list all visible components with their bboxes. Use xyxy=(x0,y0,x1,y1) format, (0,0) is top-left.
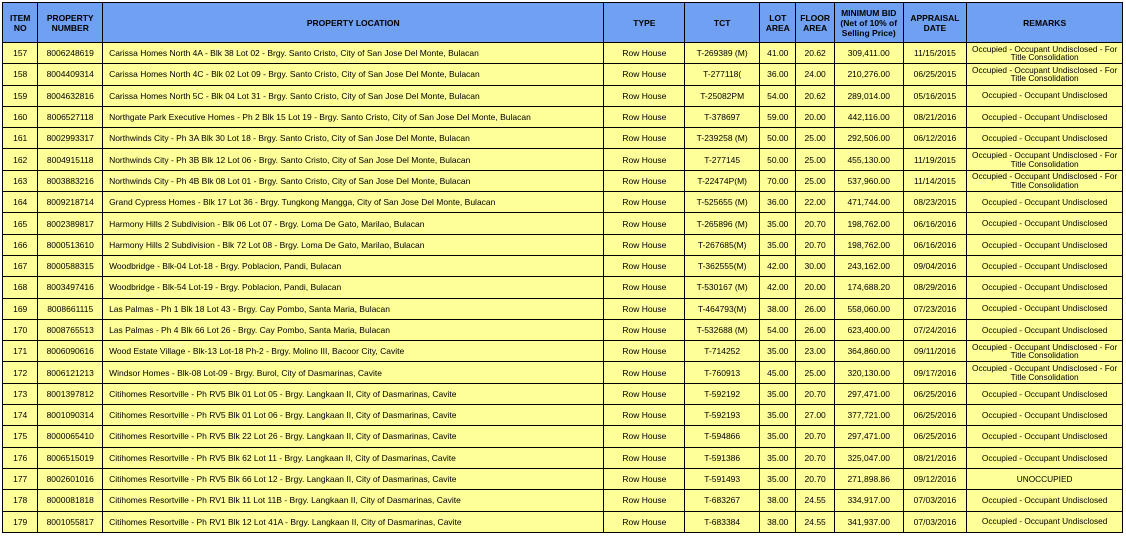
cell-tct: T-532688 (M) xyxy=(685,319,760,340)
cell-remarks: Occupied - Occupant Undisclosed xyxy=(967,426,1123,447)
cell-floor-area: 26.00 xyxy=(796,298,834,319)
cell-item-no: 160 xyxy=(3,106,38,127)
cell-tct: T-530167 (M) xyxy=(685,277,760,298)
cell-type: Row House xyxy=(604,149,685,170)
cell-floor-area: 22.00 xyxy=(796,192,834,213)
cell-item-no: 178 xyxy=(3,490,38,511)
cell-lot-area: 59.00 xyxy=(760,106,796,127)
cell-tct: T-269389 (M) xyxy=(685,43,760,64)
cell-lot-area: 38.00 xyxy=(760,298,796,319)
cell-location: Woodbridge - Blk-54 Lot-19 - Brgy. Poblacion, Pandi, Bulacan xyxy=(103,277,604,298)
cell-tct: T-22474P(M) xyxy=(685,170,760,191)
cell-location: Carissa Homes North 4A - Blk 38 Lot 02 - Brgy. Santo Cristo, City of San Jose Del Monte, Bulacan xyxy=(103,43,604,64)
cell-lot-area: 35.00 xyxy=(760,213,796,234)
cell-property-number: 8002389817 xyxy=(38,213,103,234)
col-header-lot-area: LOT AREA xyxy=(760,3,796,43)
cell-tct: T-683267 xyxy=(685,490,760,511)
cell-appraisal-date: 09/17/2016 xyxy=(903,362,967,383)
cell-item-no: 174 xyxy=(3,405,38,426)
table-row xyxy=(3,383,1123,404)
cell-remarks: Occupied - Occupant Undisclosed xyxy=(967,234,1123,255)
cell-floor-area: 24.00 xyxy=(796,64,834,85)
cell-tct: T-592193 xyxy=(685,405,760,426)
cell-tct: T-265896 (M) xyxy=(685,213,760,234)
col-header-appraisal-date: APPRAISAL DATE xyxy=(903,3,967,43)
cell-appraisal-date: 08/21/2016 xyxy=(903,106,967,127)
table-row xyxy=(3,468,1123,489)
cell-lot-area: 42.00 xyxy=(760,255,796,276)
cell-type: Row House xyxy=(604,64,685,85)
cell-tct: T-591386 xyxy=(685,447,760,468)
cell-appraisal-date: 08/23/2015 xyxy=(903,192,967,213)
cell-type: Row House xyxy=(604,447,685,468)
cell-remarks: Occupied - Occupant Undisclosed xyxy=(967,255,1123,276)
cell-type: Row House xyxy=(604,85,685,106)
cell-type: Row House xyxy=(604,277,685,298)
cell-tct: T-591493 xyxy=(685,468,760,489)
cell-type: Row House xyxy=(604,43,685,64)
cell-item-no: 164 xyxy=(3,192,38,213)
table-row xyxy=(3,298,1123,319)
cell-property-number: 8004409314 xyxy=(38,64,103,85)
cell-remarks: Occupied - Occupant Undisclosed xyxy=(967,213,1123,234)
cell-item-no: 172 xyxy=(3,362,38,383)
cell-lot-area: 70.00 xyxy=(760,170,796,191)
table-row xyxy=(3,490,1123,511)
cell-tct: T-25082PM xyxy=(685,85,760,106)
cell-lot-area: 50.00 xyxy=(760,128,796,149)
cell-type: Row House xyxy=(604,192,685,213)
cell-remarks: Occupied - Occupant Undisclosed xyxy=(967,128,1123,149)
cell-property-number: 8002993317 xyxy=(38,128,103,149)
cell-type: Row House xyxy=(604,255,685,276)
col-header-floor-area: FLOOR AREA xyxy=(796,3,834,43)
cell-minimum-bid: 623,400.00 xyxy=(834,319,903,340)
table-row xyxy=(3,149,1123,170)
cell-appraisal-date: 06/16/2016 xyxy=(903,234,967,255)
cell-appraisal-date: 06/25/2016 xyxy=(903,426,967,447)
cell-location: Citihomes Resortville - Ph RV1 Blk 11 Lot 11B - Brgy. Langkaan II, City of Dasmarinas, Cavite xyxy=(103,490,604,511)
cell-appraisal-date: 11/14/2015 xyxy=(903,170,967,191)
table-row xyxy=(3,426,1123,447)
cell-property-number: 8001397812 xyxy=(38,383,103,404)
cell-minimum-bid: 297,471.00 xyxy=(834,383,903,404)
cell-appraisal-date: 11/19/2015 xyxy=(903,149,967,170)
cell-remarks: Occupied - Occupant Undisclosed - For Title Consolidation xyxy=(967,149,1123,170)
cell-minimum-bid: 325,047.00 xyxy=(834,447,903,468)
cell-floor-area: 24.55 xyxy=(796,511,834,532)
cell-floor-area: 20.70 xyxy=(796,426,834,447)
cell-remarks: Occupied - Occupant Undisclosed xyxy=(967,85,1123,106)
cell-lot-area: 35.00 xyxy=(760,405,796,426)
property-table xyxy=(2,2,1123,533)
cell-location: Las Palmas - Ph 4 Blk 66 Lot 26 - Brgy. Cay Pombo, Santa Maria, Bulacan xyxy=(103,319,604,340)
col-header-remarks: REMARKS xyxy=(967,3,1123,43)
table-row xyxy=(3,85,1123,106)
cell-appraisal-date: 06/25/2016 xyxy=(903,383,967,404)
cell-item-no: 171 xyxy=(3,341,38,362)
cell-item-no: 167 xyxy=(3,255,38,276)
cell-lot-area: 38.00 xyxy=(760,490,796,511)
cell-property-number: 8000588315 xyxy=(38,255,103,276)
cell-property-number: 8000065410 xyxy=(38,426,103,447)
cell-remarks: Occupied - Occupant Undisclosed - For Title Consolidation xyxy=(967,362,1123,383)
cell-type: Row House xyxy=(604,170,685,191)
cell-item-no: 162 xyxy=(3,149,38,170)
cell-type: Row House xyxy=(604,511,685,532)
cell-location: Harmony Hills 2 Subdivision - Blk 06 Lot 07 - Brgy. Loma De Gato, Marilao, Bulacan xyxy=(103,213,604,234)
cell-location: Carissa Homes North 5C - Blk 04 Lot 31 - Brgy. Santo Cristo, City of San Jose Del Monte, Bulacan xyxy=(103,85,604,106)
cell-appraisal-date: 07/24/2016 xyxy=(903,319,967,340)
cell-minimum-bid: 243,162.00 xyxy=(834,255,903,276)
col-header-item-no: ITEM NO xyxy=(3,3,38,43)
cell-minimum-bid: 174,688.20 xyxy=(834,277,903,298)
cell-type: Row House xyxy=(604,106,685,127)
cell-remarks: Occupied - Occupant Undisclosed xyxy=(967,405,1123,426)
cell-tct: T-464793(M) xyxy=(685,298,760,319)
cell-minimum-bid: 210,276.00 xyxy=(834,64,903,85)
cell-appraisal-date: 06/25/2015 xyxy=(903,64,967,85)
col-header-tct: TCT xyxy=(685,3,760,43)
cell-item-no: 175 xyxy=(3,426,38,447)
cell-property-number: 8001090314 xyxy=(38,405,103,426)
cell-minimum-bid: 320,130.00 xyxy=(834,362,903,383)
table-row xyxy=(3,405,1123,426)
cell-tct: T-760913 xyxy=(685,362,760,383)
cell-tct: T-594866 xyxy=(685,426,760,447)
cell-tct: T-277118( xyxy=(685,64,760,85)
table-row xyxy=(3,255,1123,276)
cell-property-number: 8006527118 xyxy=(38,106,103,127)
cell-type: Row House xyxy=(604,362,685,383)
col-header-property-number: PROPERTY NUMBER xyxy=(38,3,103,43)
cell-appraisal-date: 07/23/2016 xyxy=(903,298,967,319)
cell-location: Citihomes Resortville - Ph RV5 Blk 66 Lot 12 - Brgy. Langkaan II, City of Dasmarinas, Cavite xyxy=(103,468,604,489)
cell-floor-area: 25.00 xyxy=(796,128,834,149)
cell-appraisal-date: 08/29/2016 xyxy=(903,277,967,298)
cell-type: Row House xyxy=(604,383,685,404)
cell-property-number: 8004915118 xyxy=(38,149,103,170)
cell-property-number: 8000081818 xyxy=(38,490,103,511)
table-row xyxy=(3,106,1123,127)
cell-location: Grand Cypress Homes - Blk 17 Lot 36 - Brgy. Tungkong Mangga, City of San Jose Del Monte, Bulacan xyxy=(103,192,604,213)
cell-minimum-bid: 377,721.00 xyxy=(834,405,903,426)
cell-floor-area: 20.62 xyxy=(796,43,834,64)
table-row xyxy=(3,234,1123,255)
cell-remarks: Occupied - Occupant Undisclosed xyxy=(967,192,1123,213)
cell-location: Northwinds City - Ph 3B Blk 12 Lot 06 - Brgy. Santo Cristo, City of San Jose Del Monte, Bulacan xyxy=(103,149,604,170)
cell-remarks: Occupied - Occupant Undisclosed - For Title Consolidation xyxy=(967,170,1123,191)
table-row xyxy=(3,64,1123,85)
table-row xyxy=(3,511,1123,532)
cell-lot-area: 35.00 xyxy=(760,383,796,404)
cell-property-number: 8008661115 xyxy=(38,298,103,319)
cell-type: Row House xyxy=(604,128,685,149)
col-header-minimum-bid: MINIMUM BID (Net of 10% of Selling Price) xyxy=(834,3,903,43)
cell-tct: T-525655 (M) xyxy=(685,192,760,213)
cell-appraisal-date: 09/12/2016 xyxy=(903,468,967,489)
cell-floor-area: 20.00 xyxy=(796,277,834,298)
cell-item-no: 165 xyxy=(3,213,38,234)
cell-floor-area: 20.70 xyxy=(796,213,834,234)
cell-minimum-bid: 558,060.00 xyxy=(834,298,903,319)
cell-tct: T-592192 xyxy=(685,383,760,404)
cell-floor-area: 25.00 xyxy=(796,362,834,383)
cell-lot-area: 54.00 xyxy=(760,85,796,106)
cell-minimum-bid: 309,411.00 xyxy=(834,43,903,64)
cell-floor-area: 20.70 xyxy=(796,468,834,489)
cell-remarks: Occupied - Occupant Undisclosed xyxy=(967,447,1123,468)
cell-tct: T-267685(M) xyxy=(685,234,760,255)
cell-lot-area: 36.00 xyxy=(760,64,796,85)
cell-floor-area: 24.55 xyxy=(796,490,834,511)
cell-item-no: 168 xyxy=(3,277,38,298)
cell-location: Northgate Park Executive Homes - Ph 2 Blk 15 Lot 19 - Brgy. Santo Cristo, City of San Jose Del Monte, Bulacan xyxy=(103,106,604,127)
cell-item-no: 163 xyxy=(3,170,38,191)
cell-minimum-bid: 289,014.00 xyxy=(834,85,903,106)
cell-type: Row House xyxy=(604,213,685,234)
cell-item-no: 159 xyxy=(3,85,38,106)
cell-location: Citihomes Resortville - Ph RV1 Blk 12 Lot 41A - Brgy. Langkaan II, City of Dasmarinas, Cavite xyxy=(103,511,604,532)
cell-location: Citihomes Resortville - Ph RV5 Blk 62 Lot 11 - Brgy. Langkaan II, City of Dasmarinas, Cavite xyxy=(103,447,604,468)
cell-minimum-bid: 198,762.00 xyxy=(834,213,903,234)
cell-item-no: 176 xyxy=(3,447,38,468)
cell-floor-area: 23.00 xyxy=(796,341,834,362)
table-row xyxy=(3,43,1123,64)
cell-lot-area: 36.00 xyxy=(760,192,796,213)
property-listing xyxy=(2,2,1123,533)
cell-remarks: Occupied - Occupant Undisclosed xyxy=(967,319,1123,340)
cell-lot-area: 35.00 xyxy=(760,468,796,489)
cell-item-no: 179 xyxy=(3,511,38,532)
cell-remarks: Occupied - Occupant Undisclosed xyxy=(967,490,1123,511)
header-row xyxy=(3,3,1123,43)
cell-appraisal-date: 07/03/2016 xyxy=(903,511,967,532)
table-row xyxy=(3,362,1123,383)
cell-floor-area: 30.00 xyxy=(796,255,834,276)
cell-item-no: 170 xyxy=(3,319,38,340)
cell-type: Row House xyxy=(604,426,685,447)
cell-appraisal-date: 06/25/2016 xyxy=(903,405,967,426)
table-row xyxy=(3,319,1123,340)
cell-minimum-bid: 297,471.00 xyxy=(834,426,903,447)
cell-floor-area: 20.00 xyxy=(796,106,834,127)
table-row xyxy=(3,447,1123,468)
cell-remarks: UNOCCUPIED xyxy=(967,468,1123,489)
table-row xyxy=(3,170,1123,191)
cell-floor-area: 20.70 xyxy=(796,234,834,255)
cell-tct: T-378697 xyxy=(685,106,760,127)
cell-type: Row House xyxy=(604,405,685,426)
cell-appraisal-date: 06/16/2016 xyxy=(903,213,967,234)
cell-lot-area: 50.00 xyxy=(760,149,796,170)
cell-tct: T-362555(M) xyxy=(685,255,760,276)
table-row xyxy=(3,213,1123,234)
cell-type: Row House xyxy=(604,468,685,489)
cell-remarks: Occupied - Occupant Undisclosed - For Title Consolidation xyxy=(967,64,1123,85)
col-header-type: TYPE xyxy=(604,3,685,43)
cell-tct: T-714252 xyxy=(685,341,760,362)
cell-property-number: 8001055817 xyxy=(38,511,103,532)
cell-appraisal-date: 05/16/2015 xyxy=(903,85,967,106)
cell-minimum-bid: 455,130.00 xyxy=(834,149,903,170)
cell-location: Citihomes Resortville - Ph RV5 Blk 01 Lot 05 - Brgy. Langkaan II, City of Dasmarinas, Cavite xyxy=(103,383,604,404)
cell-minimum-bid: 537,960.00 xyxy=(834,170,903,191)
cell-floor-area: 26.00 xyxy=(796,319,834,340)
table-row xyxy=(3,128,1123,149)
cell-appraisal-date: 11/15/2015 xyxy=(903,43,967,64)
cell-type: Row House xyxy=(604,234,685,255)
cell-lot-area: 42.00 xyxy=(760,277,796,298)
cell-item-no: 169 xyxy=(3,298,38,319)
cell-location: Northwinds City - Ph 3A Blk 30 Lot 18 - Brgy. Santo Cristo, City of San Jose Del Monte, Bulacan xyxy=(103,128,604,149)
cell-property-number: 8006090616 xyxy=(38,341,103,362)
cell-floor-area: 25.00 xyxy=(796,170,834,191)
cell-remarks: Occupied - Occupant Undisclosed xyxy=(967,383,1123,404)
cell-item-no: 166 xyxy=(3,234,38,255)
cell-property-number: 8009218714 xyxy=(38,192,103,213)
cell-location: Las Palmas - Ph 1 Blk 18 Lot 43 - Brgy. Cay Pombo, Santa Maria, Bulacan xyxy=(103,298,604,319)
cell-property-number: 8006248619 xyxy=(38,43,103,64)
cell-property-number: 8006515019 xyxy=(38,447,103,468)
cell-property-number: 8000513610 xyxy=(38,234,103,255)
cell-floor-area: 25.00 xyxy=(796,149,834,170)
cell-location: Citihomes Resortville - Ph RV5 Blk 01 Lot 06 - Brgy. Langkaan II, City of Dasmarinas, Cavite xyxy=(103,405,604,426)
cell-remarks: Occupied - Occupant Undisclosed - For Title Consolidation xyxy=(967,43,1123,64)
cell-property-number: 8008765513 xyxy=(38,319,103,340)
col-header-location: PROPERTY LOCATION xyxy=(103,3,604,43)
cell-floor-area: 20.70 xyxy=(796,383,834,404)
cell-floor-area: 20.62 xyxy=(796,85,834,106)
cell-lot-area: 35.00 xyxy=(760,426,796,447)
cell-tct: T-277145 xyxy=(685,149,760,170)
cell-location: Woodbridge - Blk-04 Lot-18 - Brgy. Poblacion, Pandi, Bulacan xyxy=(103,255,604,276)
cell-location: Carissa Homes North 4C - Blk 02 Lot 09 - Brgy. Santo Cristo, City of San Jose Del Monte, Bulacan xyxy=(103,64,604,85)
cell-property-number: 8006121213 xyxy=(38,362,103,383)
cell-floor-area: 27.00 xyxy=(796,405,834,426)
cell-lot-area: 35.00 xyxy=(760,341,796,362)
cell-remarks: Occupied - Occupant Undisclosed xyxy=(967,511,1123,532)
cell-minimum-bid: 271,898.86 xyxy=(834,468,903,489)
cell-item-no: 157 xyxy=(3,43,38,64)
cell-location: Citihomes Resortville - Ph RV5 Blk 22 Lot 26 - Brgy. Langkaan II, City of Dasmarinas, Cavite xyxy=(103,426,604,447)
cell-appraisal-date: 06/12/2016 xyxy=(903,128,967,149)
cell-location: Windsor Homes - Blk-08 Lot-09 - Brgy. Burol, City of Dasmarinas, Cavite xyxy=(103,362,604,383)
cell-type: Row House xyxy=(604,298,685,319)
cell-minimum-bid: 198,762.00 xyxy=(834,234,903,255)
cell-appraisal-date: 08/21/2016 xyxy=(903,447,967,468)
cell-lot-area: 45.00 xyxy=(760,362,796,383)
cell-minimum-bid: 364,860.00 xyxy=(834,341,903,362)
cell-type: Row House xyxy=(604,319,685,340)
cell-item-no: 158 xyxy=(3,64,38,85)
cell-tct: T-239258 (M) xyxy=(685,128,760,149)
cell-type: Row House xyxy=(604,341,685,362)
table-row xyxy=(3,192,1123,213)
cell-remarks: Occupied - Occupant Undisclosed xyxy=(967,298,1123,319)
cell-minimum-bid: 341,937.00 xyxy=(834,511,903,532)
cell-remarks: Occupied - Occupant Undisclosed - For Title Consolidation xyxy=(967,341,1123,362)
cell-appraisal-date: 09/04/2016 xyxy=(903,255,967,276)
table-row xyxy=(3,341,1123,362)
cell-remarks: Occupied - Occupant Undisclosed xyxy=(967,277,1123,298)
cell-lot-area: 35.00 xyxy=(760,234,796,255)
cell-item-no: 161 xyxy=(3,128,38,149)
cell-floor-area: 20.70 xyxy=(796,447,834,468)
cell-type: Row House xyxy=(604,490,685,511)
cell-lot-area: 38.00 xyxy=(760,511,796,532)
cell-appraisal-date: 09/11/2016 xyxy=(903,341,967,362)
cell-lot-area: 54.00 xyxy=(760,319,796,340)
cell-property-number: 8002601016 xyxy=(38,468,103,489)
cell-location: Northwinds City - Ph 4B Blk 08 Lot 01 - Brgy. Santo Cristo, City of San Jose Del Monte, Bulacan xyxy=(103,170,604,191)
cell-location: Harmony Hills 2 Subdivision - Blk 72 Lot 08 - Brgy. Loma De Gato, Marilao, Bulacan xyxy=(103,234,604,255)
cell-minimum-bid: 292,506.00 xyxy=(834,128,903,149)
table-row xyxy=(3,277,1123,298)
cell-minimum-bid: 334,917.00 xyxy=(834,490,903,511)
cell-property-number: 8004632816 xyxy=(38,85,103,106)
cell-appraisal-date: 07/03/2016 xyxy=(903,490,967,511)
cell-lot-area: 41.00 xyxy=(760,43,796,64)
cell-item-no: 173 xyxy=(3,383,38,404)
cell-property-number: 8003883216 xyxy=(38,170,103,191)
cell-property-number: 8003497416 xyxy=(38,277,103,298)
cell-remarks: Occupied - Occupant Undisclosed xyxy=(967,106,1123,127)
cell-item-no: 177 xyxy=(3,468,38,489)
cell-location: Wood Estate Village - Blk-13 Lot-18 Ph-2 - Brgy. Molino III, Bacoor City, Cavite xyxy=(103,341,604,362)
cell-minimum-bid: 471,744.00 xyxy=(834,192,903,213)
cell-lot-area: 35.00 xyxy=(760,447,796,468)
cell-tct: T-683384 xyxy=(685,511,760,532)
cell-minimum-bid: 442,116.00 xyxy=(834,106,903,127)
